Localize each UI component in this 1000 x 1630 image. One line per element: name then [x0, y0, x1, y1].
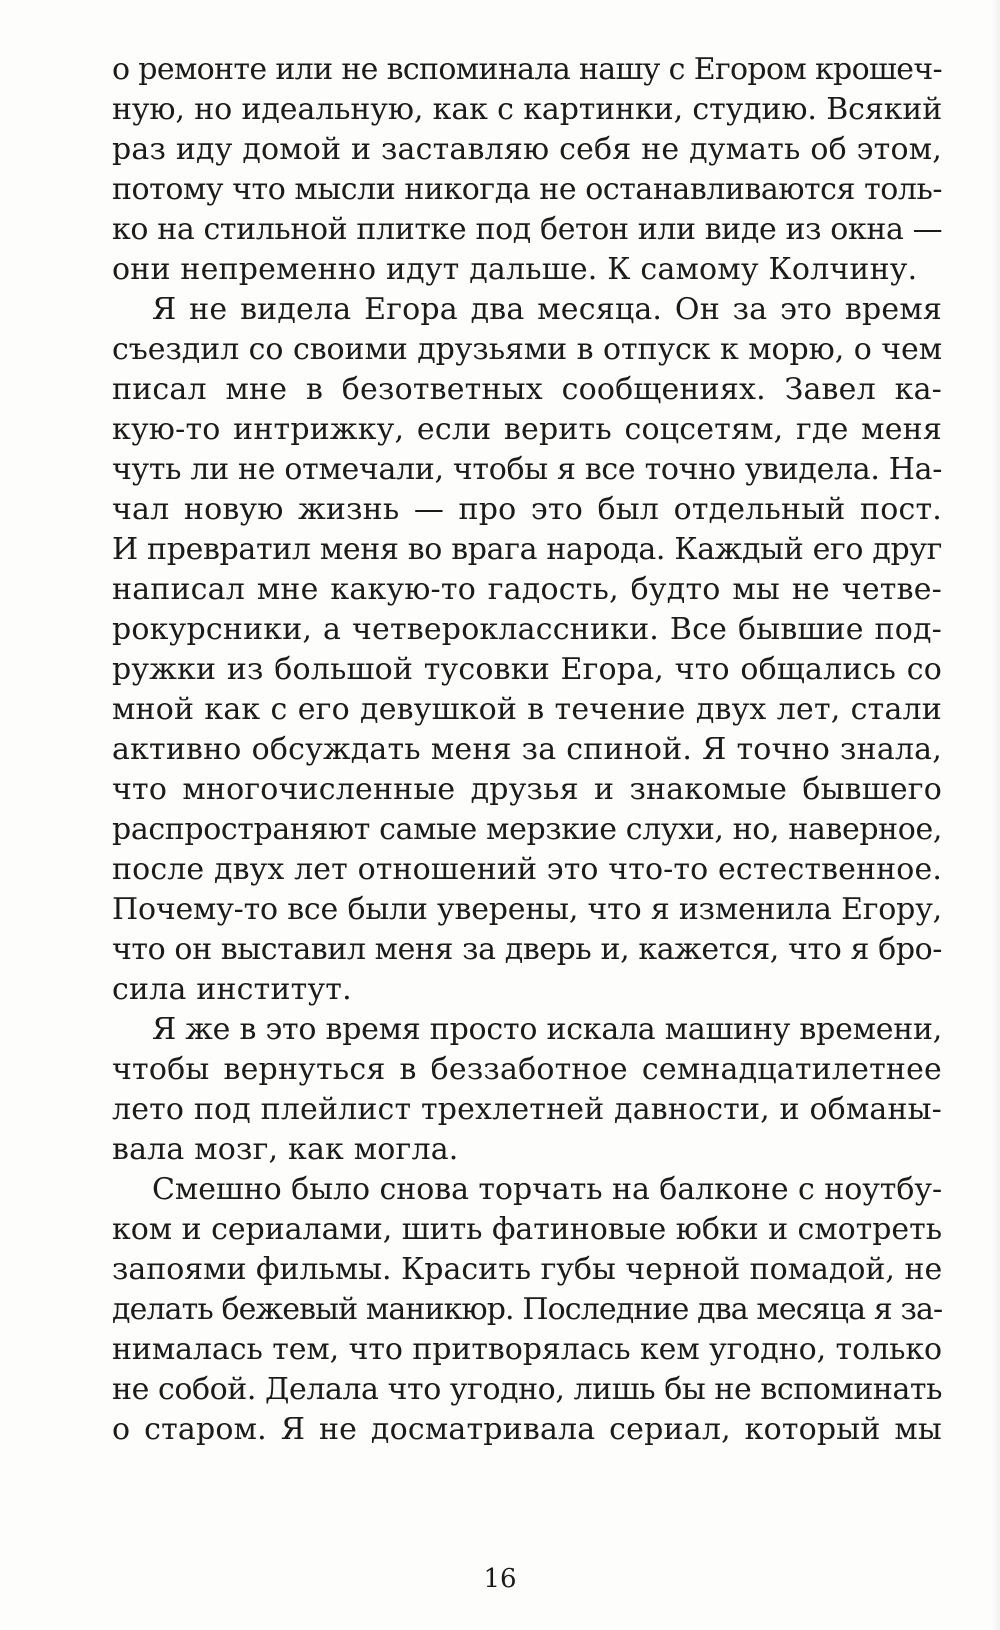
text-line: чуть ли не отмечали, чтобы я все точно увидела. На- [112, 452, 943, 487]
page-number: 16 [483, 1564, 517, 1594]
body-text [112, 50, 942, 1450]
text-line: написал мне какую-то гадость, будто мы не четве- [112, 572, 942, 607]
text-line: нималась тем, что притворялась кем угодно, только [112, 1332, 942, 1367]
page-edge-shadow [990, 0, 1000, 1630]
text-line: что многочисленные друзья и знакомые бывшего [112, 772, 942, 807]
text-line: Я же в это время просто искала машину времени, [152, 1012, 943, 1047]
text-line: вала мозг, как могла. [112, 1132, 459, 1167]
text-line: делать бежевый маникюр. Последние два месяца я за- [112, 1292, 943, 1327]
text-line: раз иду домой и заставляю себя не думать об этом, [112, 132, 942, 167]
text-line: что он выставил меня за дверь и, кажется, что я бро- [112, 932, 942, 967]
text-line: не собой. Делала что угодно, лишь бы не вспоминать [112, 1372, 942, 1407]
text-line: чтобы вернуться в беззаботное семнадцатилетнее [112, 1052, 942, 1087]
text-line: И превратил меня во врага народа. Каждый его друг [112, 532, 943, 567]
text-line: они непременно идут дальше. К самому Колчину. [112, 252, 918, 287]
text-line: рокурсники, а четвероклассники. Все бывшие под- [112, 612, 942, 647]
text-line: ную, но идеальную, как с картинки, студию. Всякий [112, 92, 943, 127]
text-line: ко на стильной плитке под бетон или виде из окна — [112, 212, 943, 247]
text-line: сила институт. [112, 972, 352, 1007]
text-line: активно обсуждать меня за спиной. Я точно знала, [112, 732, 942, 767]
text-line: после двух лет отношений это что-то естественное. [112, 852, 942, 887]
text-line: ружки из большой тусовки Егора, что общались со [112, 652, 942, 687]
text-line: распространяют самые мерзкие слухи, но, наверное, [112, 812, 942, 847]
text-line: чал новую жизнь — про это был отдельный пост. [112, 492, 942, 527]
text-line: ком и сериалами, шить фатиновые юбки и смотреть [112, 1212, 942, 1247]
text-line: о старом. Я не досматривала сериал, который мы [112, 1412, 942, 1447]
text-line: Смешно было снова торчать на балконе с ноутбу- [152, 1172, 943, 1207]
text-line: Почему-то все были уверены, что я изменила Егору, [112, 892, 943, 927]
text-line: съездил со своими друзьями в отпуск к морю, о чем [112, 332, 942, 367]
text-line: писал мне в безответных сообщениях. Завел ка- [112, 372, 942, 407]
text-line: Я не видела Егора два месяца. Он за это время [152, 292, 942, 327]
text-line: потому что мысли никогда не останавливаются толь- [112, 172, 943, 207]
text-line: мной как с его девушкой в течение двух лет, стали [112, 692, 942, 727]
text-line: лето под плейлист трехлетней давности, и обманы- [112, 1092, 942, 1127]
text-line: запоями фильмы. Красить губы черной помадой, не [112, 1252, 943, 1287]
text-line: о ремонте или не вспоминала нашу с Егором крошеч- [112, 52, 943, 87]
text-line: кую-то интрижку, если верить соцсетям, где меня [112, 412, 942, 447]
